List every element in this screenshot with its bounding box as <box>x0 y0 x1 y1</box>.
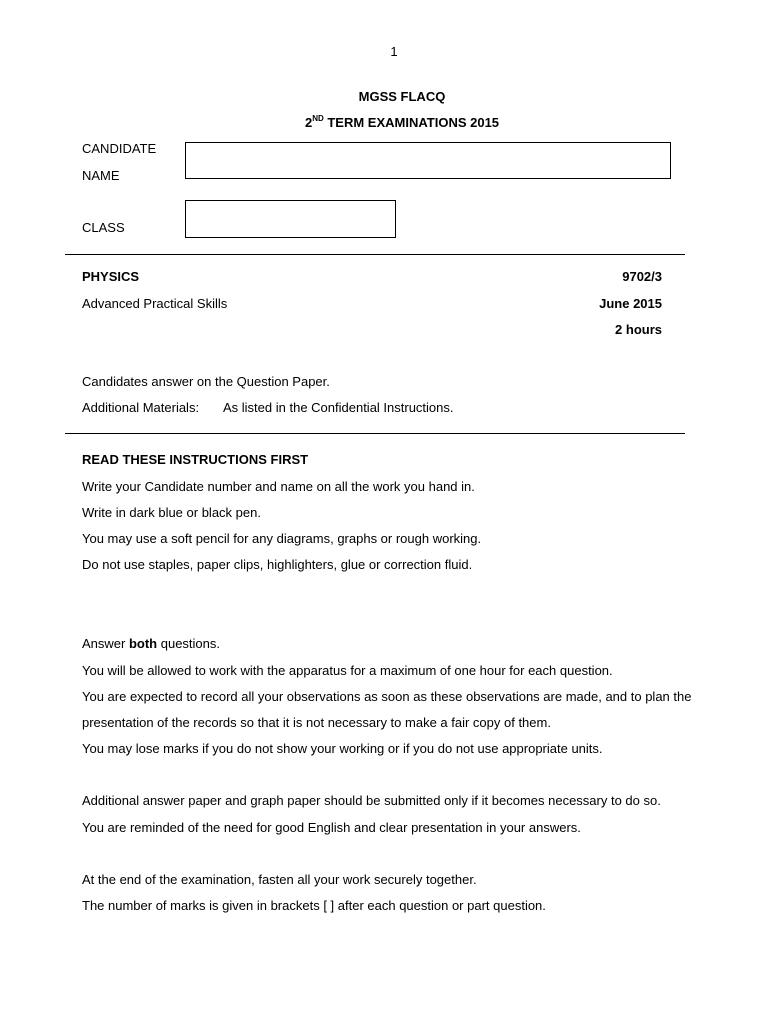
answer-suffix: questions. <box>157 636 220 651</box>
name-label: NAME <box>82 168 120 183</box>
paper-title: Advanced Practical Skills <box>82 296 228 311</box>
instruction-line: Write your Candidate number and name on all the work you hand in. <box>82 479 475 494</box>
answer-prefix: Answer <box>82 636 129 651</box>
answer-instruction <box>82 636 220 652</box>
answer-emphasis: both <box>128 636 158 651</box>
instruction-line: Additional answer paper and graph paper should be submitted only if it becomes necessary to do so. <box>82 793 661 808</box>
instruction-line: presentation of the records so that it is not necessary to make a fair copy of them. <box>82 715 551 730</box>
page-number: 1 <box>390 44 398 59</box>
instruction-line: At the end of the examination, fasten all your work securely together. <box>82 872 477 887</box>
exam-date: June 2015 <box>599 296 662 311</box>
instructions-heading: READ THESE INSTRUCTIONS FIRST <box>82 452 309 467</box>
exam-title <box>0 115 768 131</box>
term-title: TERM EXAMINATIONS 2015 <box>323 115 500 130</box>
exam-duration: 2 hours <box>615 322 662 337</box>
instruction-line: You may use a soft pencil for any diagrams, graphs or rough working. <box>82 531 482 546</box>
additional-materials-label: Additional Materials: <box>82 400 200 415</box>
instruction-line: You are expected to record all your observations as soon as these observations are made, and to plan the <box>82 689 692 704</box>
instruction-line: The number of marks is given in brackets [ ] after each question or part question. <box>82 898 546 913</box>
subject-name: PHYSICS <box>82 269 140 284</box>
candidate-name-field[interactable] <box>185 142 671 179</box>
instruction-line: Write in dark blue or black pen. <box>82 505 261 520</box>
instruction-line: You may lose marks if you do not show your working or if you do not use appropriate units. <box>82 741 603 756</box>
subject-code: 9702/3 <box>622 269 662 284</box>
top-divider <box>65 254 685 255</box>
term-ordinal: ND <box>312 113 324 123</box>
instruction-line: Do not use staples, paper clips, highlighters, glue or correction fluid. <box>82 557 473 572</box>
instruction-line: You will be allowed to work with the apparatus for a maximum of one hour for each question. <box>82 663 613 678</box>
additional-materials-value: As listed in the Confidential Instructions. <box>223 400 454 415</box>
bottom-divider <box>65 433 685 434</box>
class-label: CLASS <box>82 220 125 235</box>
class-field[interactable] <box>185 200 396 238</box>
term-number: 2 <box>304 115 313 130</box>
instruction-line: You are reminded of the need for good English and clear presentation in your answers. <box>82 820 581 835</box>
answer-on-paper: Candidates answer on the Question Paper. <box>82 374 330 389</box>
candidate-label: CANDIDATE <box>82 141 157 156</box>
school-name: MGSS FLACQ <box>358 89 446 104</box>
